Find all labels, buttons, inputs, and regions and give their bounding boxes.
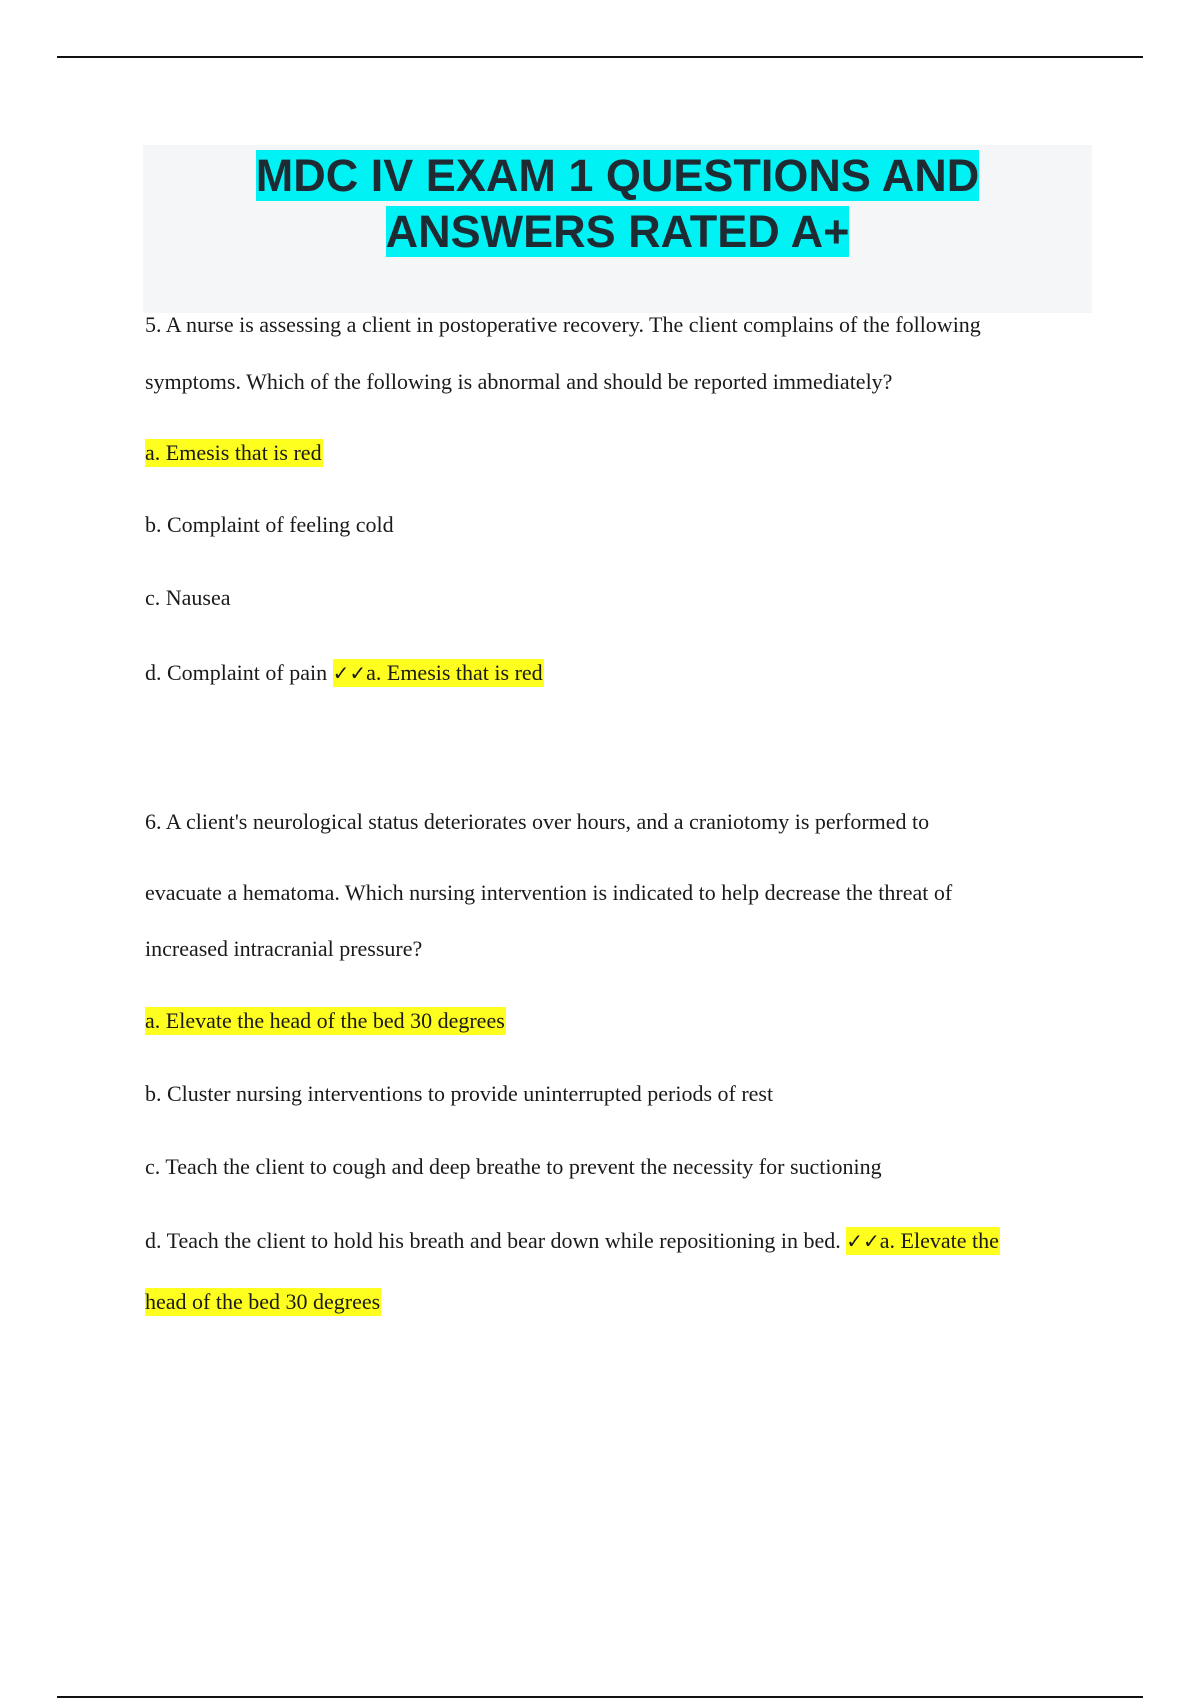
q5-option-d-row — [145, 659, 544, 687]
q6-stem-line-2: evacuate a hematoma. Which nursing intervention is indicated to help decrease the threat of — [145, 880, 953, 905]
q6-option-d-row — [145, 1227, 1000, 1255]
check-mark-icon: ✓✓ — [846, 1229, 880, 1253]
q6-answer-line-2: head of the bed 30 degrees — [145, 1289, 381, 1314]
q6-option-c: c. Teach the client to cough and deep breathe to prevent the necessity for suctioning — [145, 1154, 882, 1179]
page-title — [143, 145, 1092, 260]
q6-option-a-highlight: a. Elevate the head of the bed 30 degrees — [145, 1008, 505, 1033]
title-banner — [143, 145, 1092, 313]
bottom-rule — [57, 1696, 1143, 1698]
q5-stem-line-1: 5. A nurse is assessing a client in postoperative recovery. The client complains of the following — [145, 312, 981, 337]
title-line-2: ANSWERS RATED A+ — [385, 206, 850, 257]
title-line-1: MDC IV EXAM 1 QUESTIONS AND — [255, 150, 980, 201]
q6-answer-line-1: a. Elevate the — [879, 1228, 999, 1253]
q5-option-d: d. Complaint of pain — [145, 660, 328, 685]
q6-option-a — [145, 1007, 506, 1035]
q6-answer-highlight-line-1 — [846, 1227, 1000, 1255]
q6-stem-line-3: increased intracranial pressure? — [145, 936, 423, 961]
q5-answer: a. Emesis that is red — [366, 660, 543, 685]
q6-stem-line-1: 6. A client's neurological status deteriorates over hours, and a craniotomy is performed to — [145, 809, 930, 834]
q6-answer-row-2 — [145, 1288, 381, 1316]
q5-option-c: c. Nausea — [145, 585, 231, 610]
q5-answer-highlight — [333, 659, 544, 687]
q5-option-a-highlight: a. Emesis that is red — [145, 440, 322, 465]
q5-option-b: b. Complaint of feeling cold — [145, 512, 394, 537]
q6-option-b: b. Cluster nursing interventions to provide uninterrupted periods of rest — [145, 1081, 774, 1106]
q5-stem-line-2: symptoms. Which of the following is abnormal and should be reported immediately? — [145, 369, 893, 394]
q6-option-d: d. Teach the client to hold his breath and bear down while repositioning in bed. — [145, 1228, 841, 1253]
top-rule — [57, 56, 1143, 58]
check-mark-icon: ✓✓ — [332, 661, 367, 685]
q5-option-a — [145, 439, 323, 467]
